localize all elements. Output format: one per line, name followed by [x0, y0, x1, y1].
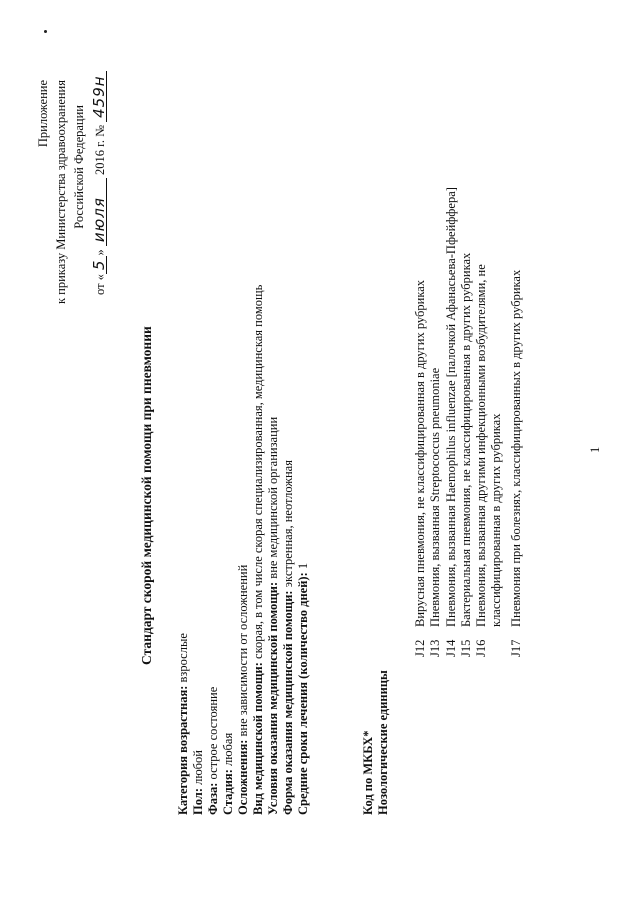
mkb-row: J12Вирусная пневмония, не классифицированная в других рубриках: [413, 279, 427, 657]
mkb-row: J15Бактериальная пневмония, не классифицированная в других рубриках: [459, 252, 473, 657]
field-age: Категория возрастная: взрослые: [176, 633, 190, 815]
mkb-row-continuation: классифицированная в других рубриках: [489, 413, 503, 627]
document-title: Стандарт скорой медицинской помощи при пневмонии: [139, 326, 154, 665]
date-sep: »: [93, 249, 107, 256]
header-date-line: [92, 71, 107, 295]
field-stage: Стадия: любая: [221, 732, 235, 815]
field-care-form: Форма оказания медицинской помощи: экстренная, неотложная: [281, 460, 295, 815]
field-phase: Фаза: острое состояние: [206, 686, 220, 815]
field-sex: Пол: любой: [191, 750, 205, 815]
mkb-code-heading: Код по МКБХ*: [361, 730, 375, 815]
header-line-3: Российской Федерации: [72, 105, 86, 229]
mkb-row: J17Пневмония при болезнях, классифицированных в других рубриках: [509, 269, 523, 657]
header-line-2: к приказу Министерства здравоохранения: [54, 80, 68, 305]
mkb-row: J16Пневмония, вызванная другими инфекционными возбудителями, не: [474, 264, 488, 657]
mkb-row: J14Пневмония, вызванная Haemophilus influenzae [палочкой Афанасьева-Пфейффера]: [444, 187, 458, 657]
date-day: 5: [92, 256, 107, 275]
header-line-1: Приложение: [36, 80, 50, 148]
date-month: июля: [92, 178, 107, 246]
page-number: 1: [588, 446, 602, 453]
order-number: 459н: [92, 71, 107, 121]
field-care-conditions: Условия оказания медицинской помощи: вне медицинской организации: [266, 416, 280, 815]
mkb-row: J13Пневмония, вызванная Streptococcus pneumoniae: [428, 367, 442, 657]
date-prefix: от «: [93, 274, 107, 295]
date-year: 2016 г. №: [93, 124, 107, 176]
field-care-type: Вид медицинской помощи: скорая, в том числе скорая специализированная, медицинская помощь: [251, 284, 265, 815]
field-duration: Средние сроки лечения (количество дней): 1: [296, 562, 310, 815]
field-complications: Осложнения: вне зависимости от осложнений: [236, 564, 250, 815]
mkb-units-heading: Нозологические единицы: [376, 670, 390, 815]
